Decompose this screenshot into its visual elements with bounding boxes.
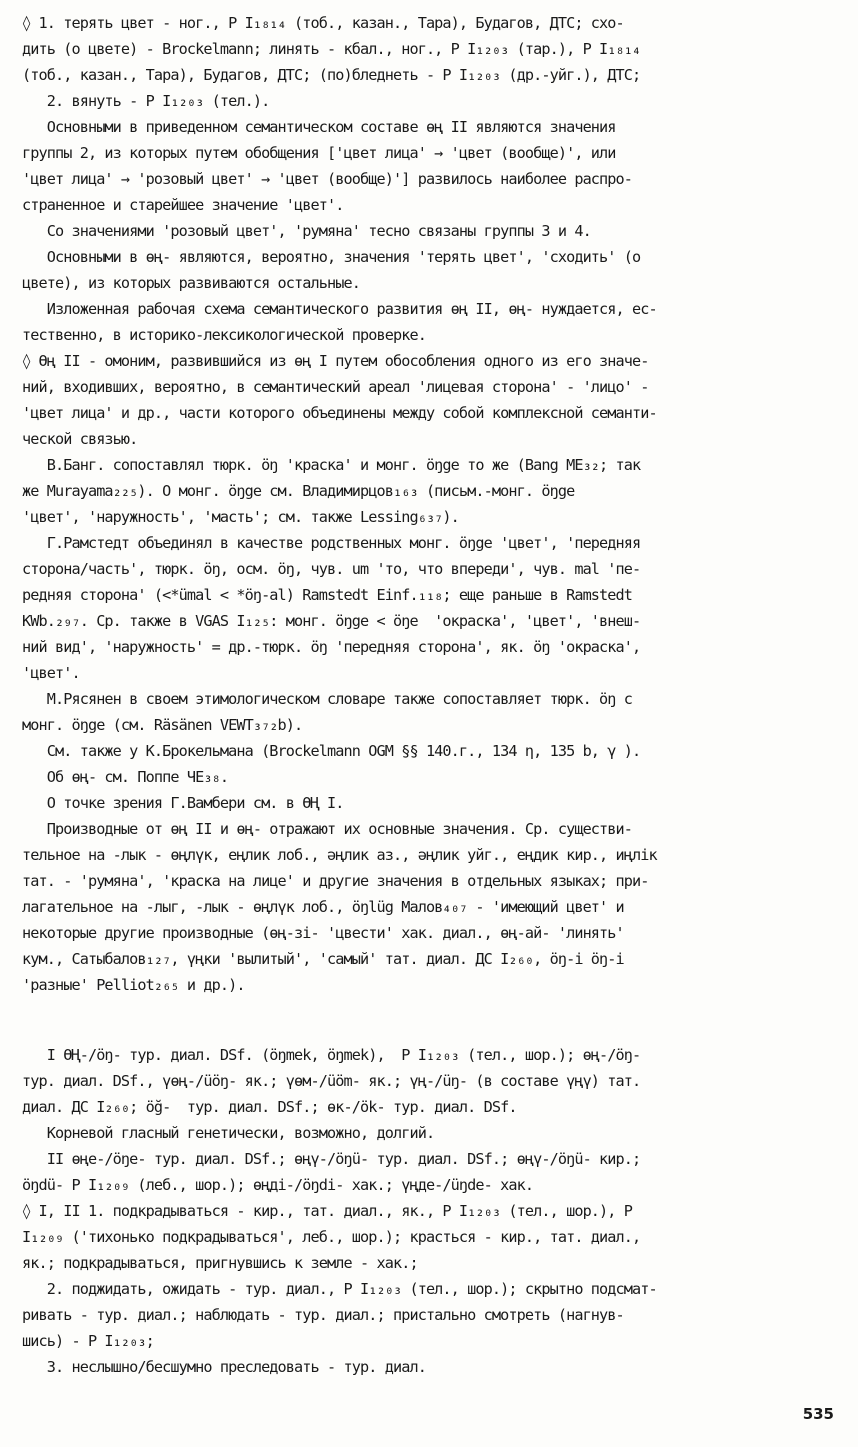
- text-line: тественно, в историко-лексикологической проверке.: [22, 326, 426, 344]
- text-line: М.Рясянен в своем этимологическом словаре также сопоставляет тюрк. öŋ с: [22, 690, 633, 708]
- text-line: 'цвет лица' и др., части которого объединены между собой комплексной семанти-: [22, 404, 657, 422]
- page-number: 535: [802, 1405, 834, 1423]
- text-line: Об өң- см. Поппе ЧЕ₃₈.: [22, 768, 229, 786]
- text-line: 'цвет лица' → 'розовый цвет' → 'цвет (вообще)'] развилось наиболее распро-: [22, 170, 633, 188]
- text-line: тельное на -лык - өңлүк, еңлик лоб., әңлик аз., әңлик уйг., еңдик кир., иңлік: [22, 846, 657, 864]
- text-line: же Murayama₂₂₅). О монг. öŋge см. Владимирцов₁₆₃ (письм.-монг. öŋge: [22, 482, 575, 500]
- entry-text-upper: [22, 10, 844, 998]
- text-line: диал. ДС I₂₆₀; öğ- тур. диал. DSf.; өк-/ök- тур. диал. DSf.: [22, 1098, 517, 1116]
- text-line: кум., Сатыбалов₁₂₇, үңки 'вылитый', 'самый' тат. диал. ДС I₂₆₀, öŋ-i öŋ-i: [22, 950, 624, 968]
- section-gap: [22, 998, 844, 1042]
- text-line: тат. - 'румяна', 'краска на лице' и другие значения в отдельных языках; при-: [22, 872, 649, 890]
- text-line: Основными в приведенном семантическом составе өң II являются значения: [22, 118, 616, 136]
- text-line: (тоб., казан., Тара), Будагов, ДТС; (по)бледнеть - Р I₁₂₀₃ (др.-уйг.), ДТС;: [22, 66, 641, 84]
- text-line: редняя сторона' (<*ümal < *öŋ-al) Ramstedt Einf.₁₁₈; еще раньше в Ramstedt: [22, 586, 633, 604]
- text-line: лагательное на -лыг, -лык - өңлүк лоб., öŋlüg Малов₄₀₇ - 'имеющий цвет' и: [22, 898, 624, 916]
- text-line: I ӨҢ-/öŋ- тур. диал. DSf. (öŋmek, öŋmek), Р I₁₂₀₃ (тел., шор.); өң-/öŋ-: [22, 1046, 641, 1064]
- text-line: ческой связью.: [22, 430, 138, 448]
- text-line: ◊ I, II 1. подкрадываться - кир., тат. диал., як., Р I₁₂₀₃ (тел., шор.), Р: [22, 1202, 633, 1220]
- text-line: шись) - Р I₁₂₀₃;: [22, 1332, 154, 1350]
- text-line: Основными в өң- являются, вероятно, значения 'терять цвет', 'сходить' (о: [22, 248, 641, 266]
- text-line: II өңе-/öŋe- тур. диал. DSf.; өңү-/öŋü- тур. диал. DSf.; өңү-/öŋü- кир.;: [22, 1150, 641, 1168]
- text-line: ний вид', 'наружность' = др.-тюрк. öŋ 'передняя сторона', як. öŋ 'окраска',: [22, 638, 641, 656]
- text-line: I₁₂₀₉ ('тихонько подкрадываться', леб., шор.); красться - кир., тат. диал.,: [22, 1228, 641, 1246]
- text-line: ◊ Өң II - омоним, развившийся из өң I путем обособления одного из его значе-: [22, 352, 649, 370]
- text-line: 2. вянуть - Р I₁₂₀₃ (тел.).: [22, 92, 270, 110]
- text-line: сторона/часть', тюрк. öŋ, осм. öŋ, чув. um 'то, что впереди', чув. mal 'пе-: [22, 560, 641, 578]
- text-line: ◊ 1. терять цвет - ног., Р I₁₈₁₄ (тоб., казан., Тара), Будагов, ДТС; схо-: [22, 14, 624, 32]
- text-line: цвете), из которых развиваются остальные.: [22, 274, 360, 292]
- text-line: Со значениями 'розовый цвет', 'румяна' тесно связаны группы 3 и 4.: [22, 222, 591, 240]
- text-line: öŋdü- Р I₁₂₀₉ (леб., шор.); өңді-/öŋdi- хак.; үңде-/üŋde- хак.: [22, 1176, 534, 1194]
- text-line: некоторые другие производные (өң-зі- 'цвести' хак. диал., өң-ай- 'линять': [22, 924, 624, 942]
- text-line: 3. неслышно/бесшумно преследовать - тур. диал.: [22, 1358, 426, 1376]
- text-line: дить (о цвете) - Brockelmann; линять - кбал., ног., Р I₁₂₀₃ (тар.), Р I₁₈₁₄: [22, 40, 641, 58]
- text-line: страненное и старейшее значение 'цвет'.: [22, 196, 344, 214]
- text-line: Г.Рамстедт объединял в качестве родственных монг. öŋge 'цвет', 'передняя: [22, 534, 641, 552]
- text-line: О точке зрения Г.Вамбери см. в ӨҢ I.: [22, 794, 344, 812]
- text-line: 'цвет'.: [22, 664, 80, 682]
- text-line: як.; подкрадываться, пригнувшись к земле - хак.;: [22, 1254, 418, 1272]
- text-line: См. также у К.Брокельмана (Brockelmann OGM §§ 140.г., 134 η, 135 b, γ ).: [22, 742, 641, 760]
- text-line: группы 2, из которых путем обобщения ['цвет лица' → 'цвет (вообще)', или: [22, 144, 616, 162]
- text-line: Изложенная рабочая схема семантического развития өң II, өң- нуждается, ес-: [22, 300, 657, 318]
- text-line: тур. диал. DSf., үөң-/üöŋ- як.; үөм-/üöm- як.; үң-/üŋ- (в составе үңү) тат.: [22, 1072, 641, 1090]
- text-line: KWb.₂₉₇. Ср. также в VGAS I₁₂₅: монг. öŋge < öŋe 'окраска', 'цвет', 'внеш-: [22, 612, 641, 630]
- text-line: Производные от өң II и өң- отражают их основные значения. Ср. существи-: [22, 820, 633, 838]
- text-line: 'цвет', 'наружность', 'масть'; см. также Lessing₆₃₇).: [22, 508, 459, 526]
- text-line: Корневой гласный генетически, возможно, долгий.: [22, 1124, 435, 1142]
- text-line: ний, входивших, вероятно, в семантический ареал 'лицевая сторона' - 'лицо' -: [22, 378, 649, 396]
- text-line: ривать - тур. диал.; наблюдать - тур. диал.; пристально смотреть (нагнув-: [22, 1306, 624, 1324]
- text-line: монг. öŋge (см. Räsänen VEWT₃₇₂b).: [22, 716, 303, 734]
- text-line: 2. поджидать, ожидать - тур. диал., Р I₁₂₀₃ (тел., шор.); скрытно подсмат-: [22, 1280, 657, 1298]
- text-line: 'разные' Pelliot₂₆₅ и др.).: [22, 976, 245, 994]
- entry-text-lower: [22, 1042, 844, 1380]
- text-line: В.Банг. сопоставлял тюрк. öŋ 'краска' и монг. öŋge то же (Bang ME₃₂; так: [22, 456, 641, 474]
